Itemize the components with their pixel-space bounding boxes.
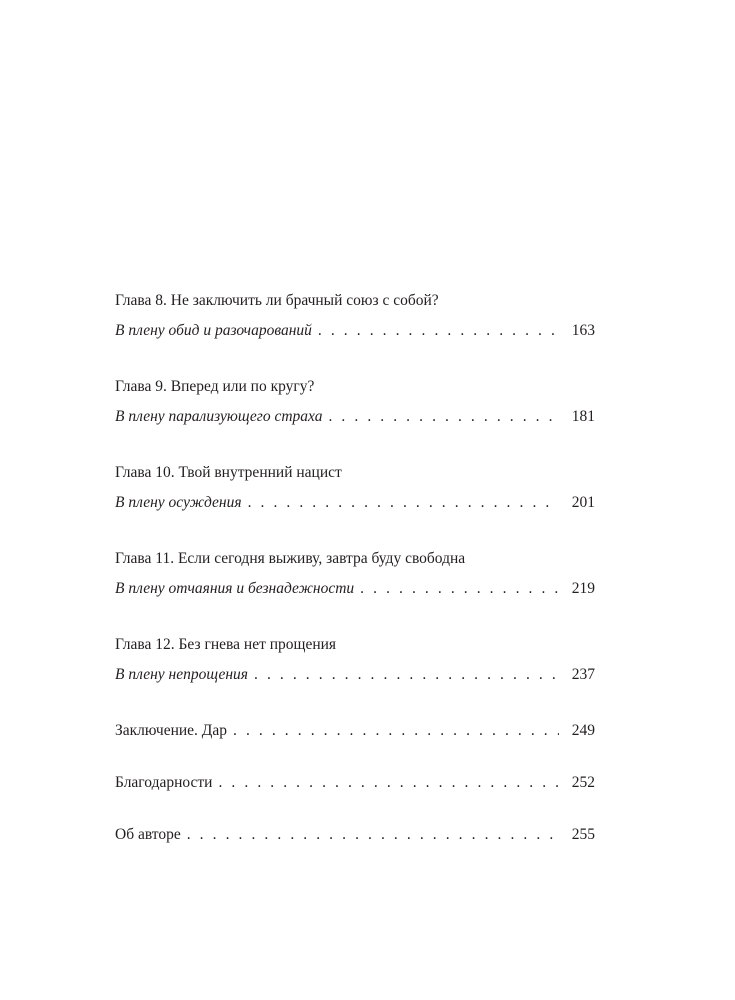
toc-chapter-12	[115, 635, 595, 685]
chapter-title: Глава 10. Твой внутренний нацист	[115, 464, 342, 481]
page-number: 201	[571, 494, 595, 511]
chapter-title: Глава 8. Не заключить ли брачный союз с собой?	[115, 292, 439, 309]
entry-label: Заключение. Дар	[115, 722, 227, 739]
toc-chapter-9	[115, 377, 595, 427]
toc-chapter-11	[115, 549, 595, 599]
dot-leader	[254, 665, 559, 685]
toc-entry-about-author	[115, 825, 595, 845]
chapter-title: Глава 12. Без гнева нет прощения	[115, 636, 337, 653]
page-number: 255	[571, 826, 595, 843]
dot-leader	[218, 773, 559, 793]
dot-leader	[328, 407, 559, 427]
dot-leader	[248, 493, 559, 513]
toc-entry-conclusion	[115, 721, 595, 741]
entry-label: Об авторе	[115, 826, 181, 843]
chapter-subtitle: В плену отчаяния и безнадежности	[115, 580, 355, 597]
chapter-subtitle: В плену непрощения	[115, 666, 248, 683]
table-of-contents	[115, 291, 595, 877]
toc-entry	[115, 579, 595, 599]
chapter-subtitle: В плену парализующего страха	[115, 408, 323, 425]
toc-entry	[115, 493, 595, 513]
dot-leader	[360, 579, 559, 599]
page-number: 237	[571, 666, 595, 683]
chapter-subtitle: В плену обид и разочарований	[115, 322, 312, 339]
dot-leader	[233, 721, 559, 741]
dot-leader	[318, 321, 559, 341]
entry-label: Благодарности	[115, 774, 213, 791]
chapter-title: Глава 11. Если сегодня выживу, завтра буду свободна	[115, 550, 466, 567]
toc-entry	[115, 665, 595, 685]
toc-entry	[115, 321, 595, 341]
dot-leader	[187, 825, 559, 845]
chapter-title: Глава 9. Вперед или по кругу?	[115, 378, 315, 395]
page-number: 249	[571, 722, 595, 739]
toc-chapter-10	[115, 463, 595, 513]
page-number: 219	[571, 580, 595, 597]
page-number: 252	[571, 774, 595, 791]
toc-chapter-8	[115, 291, 595, 341]
toc-entry	[115, 407, 595, 427]
chapter-subtitle: В плену осуждения	[115, 494, 242, 511]
toc-entry-acknowledgements	[115, 773, 595, 793]
page-number: 181	[571, 408, 595, 425]
page-number: 163	[571, 322, 595, 339]
